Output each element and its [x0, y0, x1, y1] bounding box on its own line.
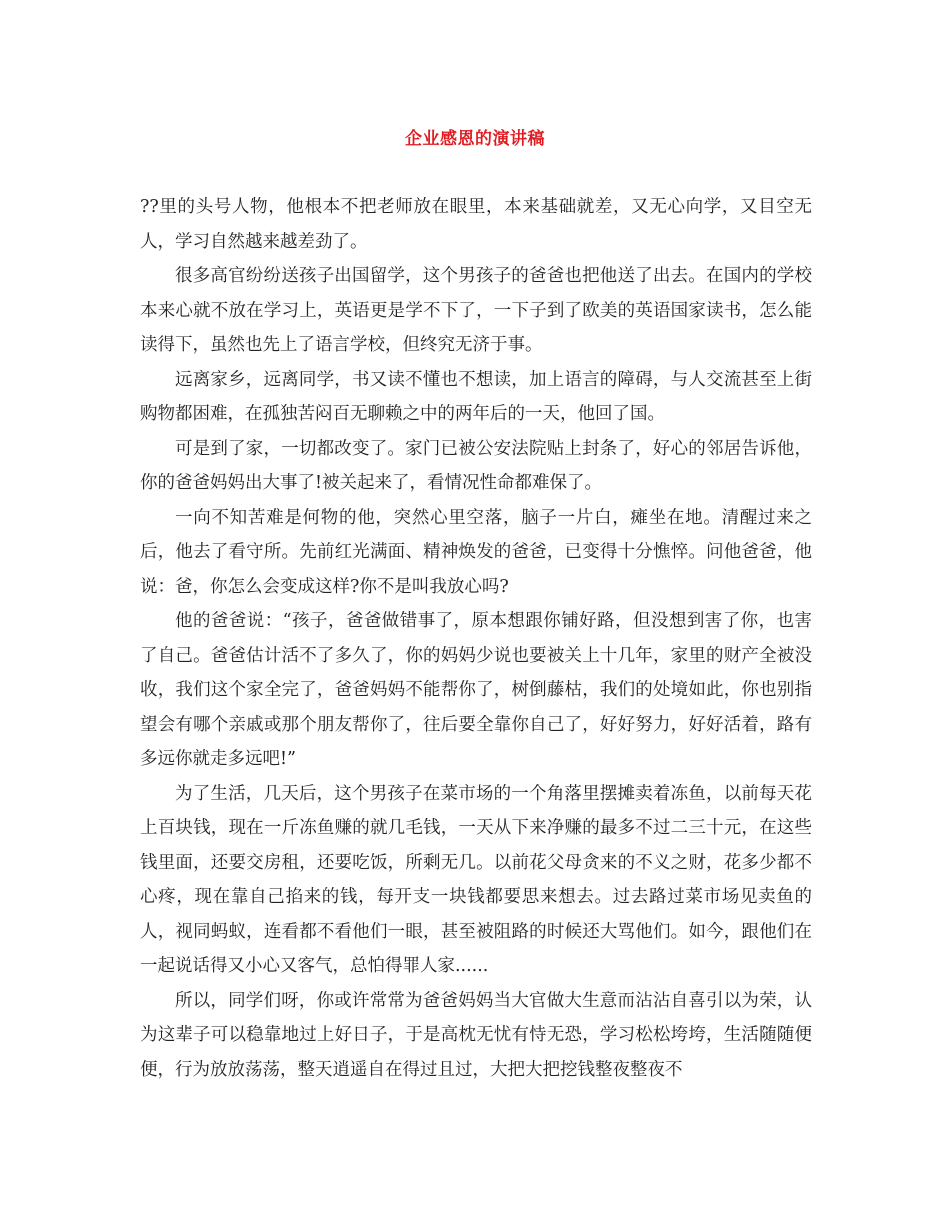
paragraph-1: ??里的头号人物，他根本不把老师放在眼里，本来基础就差，又无心向学，又目空无人，学习自然越来越差劲了。 [140, 197, 812, 252]
paragraph-8: 所以，同学们呀，你或许常常为爸爸妈妈当大官做大生意而沾沾自喜引以为荣，认为这辈子可以稳靠地过上好日子，于是高枕无忧有恃无恐，学习松松垮垮，生活随随便便，行为放放荡荡，整天逍遥自在得过且过，大把大把挖钱整夜整夜不 [140, 990, 812, 1080]
paragraph-3: 远离家乡，远离同学，书又读不懂也不想读，加上语言的障碍，与人交流甚至上街购物都困难，在孤独苦闷百无聊赖之中的两年后的一天，他回了国。 [140, 369, 812, 424]
paragraph-2: 很多高官纷纷送孩子出国留学，这个男孩子的爸爸也把他送了出去。在国内的学校本来心就不放在学习上，英语更是学不下了，一下子到了欧美的英语国家读书，怎么能读得下，虽然也先上了语言学校，但终究无济于事。 [140, 266, 812, 355]
paragraph-4: 可是到了家，一切都改变了。家门已被公安法院贴上封条了，好心的邻居告诉他，你的爸爸妈妈出大事了!被关起来了，看情况性命都难保了。 [140, 438, 812, 493]
document-title: 企业感恩的演讲稿 [405, 129, 545, 149]
paragraph-5: 一向不知苦难是何物的他，突然心里空落，脑子一片白，瘫坐在地。清醒过来之后，他去了看守所。先前红光满面、精神焕发的爸爸，已变得十分憔悴。问他爸爸，他说：爸，你怎么会变成这样?你不是叫我放心吗? [140, 507, 812, 597]
paragraph-7: 为了生活，几天后，这个男孩子在菜市场的一个角落里摆摊卖着冻鱼，以前每天花上百块钱，现在一斤冻鱼赚的就几毛钱，一天从下来净赚的最多不过二三十元，在这些钱里面，还要交房租，还要吃饭，所剩无几。以前花父母贪来的不义之财，花多少都不心疼，现在靠自己掐来的钱，每开支一块钱都要思来想去。过去路过菜市场见卖鱼的人，视同蚂蚁，连看都不看他们一眼，甚至被阻路的时候还大骂他们。如今，跟他们在一起说话得又小心又客气，总怕得罪人家...... [140, 783, 812, 976]
paragraph-6: 他的爸爸说：“孩子，爸爸做错事了，原本想跟你铺好路，但没想到害了你，也害了自己。爸爸估计活不了多久了，你的妈妈少说也要被关上十几年，家里的财产全被没收，我们这个家全完了，爸爸妈妈不能帮你了，树倒藤枯，我们的处境如此，你也别指望会有哪个亲戚或那个朋友帮你了，往后要全靠你自己了，好好努力，好好活着，路有多远你就走多远吧!” [140, 611, 812, 769]
document-body [140, 190, 812, 1087]
